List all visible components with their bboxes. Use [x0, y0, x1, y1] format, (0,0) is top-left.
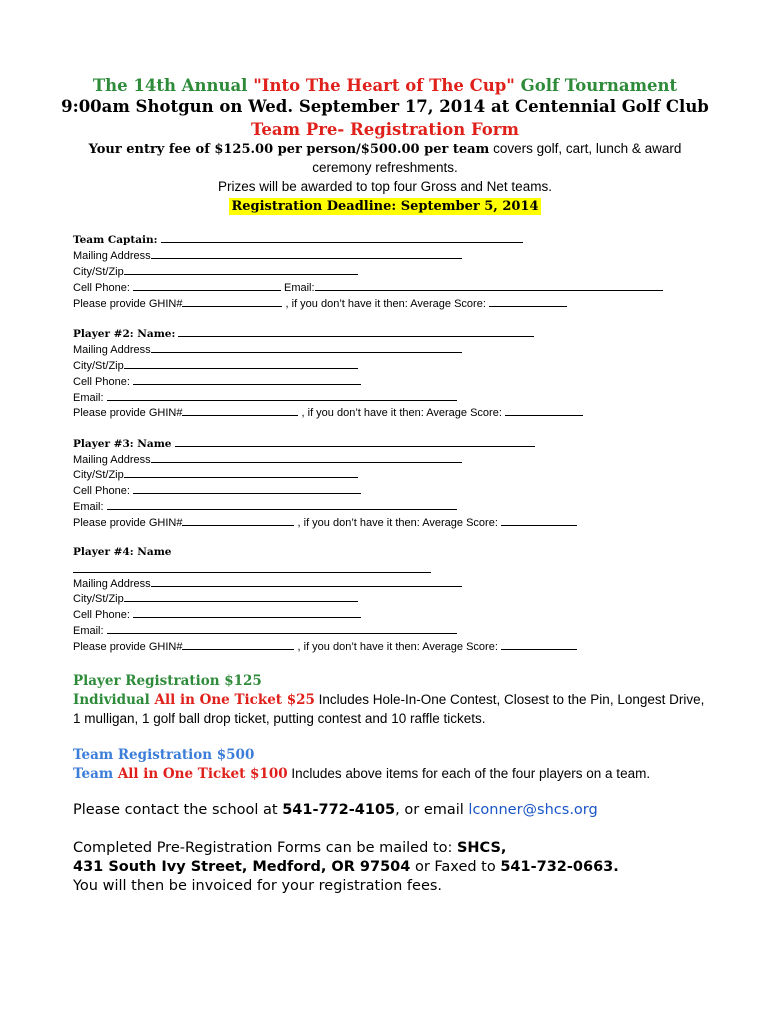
mail-line-1: Completed Pre-Registration Forms can be mailed to: SHCS, [73, 840, 507, 856]
captain-ghin-field[interactable] [182, 296, 282, 307]
ghin-rest: , if you don’t have it then: Average Score: [285, 298, 486, 310]
player2-mailing-row [73, 342, 462, 357]
school-phone: 541-772-4105 [282, 802, 396, 818]
cell-label: Cell Phone: [73, 376, 130, 388]
player4-label: Player #4: Name [73, 546, 172, 558]
captain-mailing-row [73, 248, 462, 263]
ghin-label: Please provide GHIN# [73, 407, 183, 419]
city-label: City/St/Zip [73, 266, 124, 278]
player4-ghin-field[interactable] [182, 639, 294, 650]
player2-name-row [73, 326, 534, 341]
mail-address: 431 South Ivy Street, Medford, OR 97504 [73, 859, 411, 875]
captain-city-row [73, 264, 358, 279]
email-label: Email: [73, 625, 104, 637]
player3-city-field[interactable] [124, 467, 358, 478]
contact-email-link[interactable]: lconner@shcs.org [468, 802, 598, 818]
player3-name-row [73, 436, 535, 451]
player4-ghin-row [73, 639, 577, 654]
individual-ticket-line [73, 691, 704, 709]
cell-label: Cell Phone: [73, 485, 130, 497]
captain-label: Team Captain: [73, 234, 158, 246]
player2-email-field[interactable] [107, 390, 457, 401]
registration-deadline [0, 197, 770, 215]
cell-label: Cell Phone: [73, 609, 130, 621]
city-label: City/St/Zip [73, 593, 124, 605]
title-quote: "Into The Heart of The Cup" [253, 76, 515, 95]
player4-name-row [73, 562, 431, 577]
player2-cell-field[interactable] [133, 374, 361, 385]
cell-label: Cell Phone: [73, 282, 130, 294]
mailing-label: Mailing Address [73, 344, 151, 356]
captain-avg-score-field[interactable] [489, 296, 567, 307]
captain-cell-row [73, 280, 663, 295]
individual-ticket-line-2: 1 mulligan, 1 golf ball drop ticket, putting contest and 10 raffle tickets. [73, 711, 486, 726]
player3-mailing-field[interactable] [151, 452, 462, 463]
contact-line: Please contact the school at 541-772-4105, or email lconner@shcs.org [73, 802, 598, 818]
team-label: Team [73, 766, 118, 782]
individual-ticket-price: All in One Ticket $25 [154, 692, 315, 708]
player4-avg-score-field[interactable] [501, 639, 577, 650]
email-label: Email: [73, 392, 104, 404]
individual-ticket-desc: Includes Hole-In-One Contest, Closest to the Pin, Longest Drive, [314, 692, 705, 707]
tournament-title [0, 76, 770, 95]
captain-name-row [73, 232, 523, 247]
ghin-label: Please provide GHIN# [73, 641, 183, 653]
captain-name-field[interactable] [161, 232, 523, 243]
player4-email-row [73, 623, 457, 638]
prizes-line: Prizes will be awarded to top four Gross and Net teams. [218, 179, 552, 194]
team-ticket-desc: Includes above items for each of the four players on a team. [287, 766, 651, 781]
city-label: City/St/Zip [73, 360, 124, 372]
player3-cell-field[interactable] [133, 483, 361, 494]
entry-fee-rest: covers golf, cart, lunch & award [489, 141, 682, 156]
invoice-note: You will then be invoiced for your registration fees. [73, 878, 443, 894]
player2-city-field[interactable] [124, 358, 358, 369]
mailing-label: Mailing Address [73, 578, 151, 590]
player2-city-row [73, 358, 358, 373]
player4-cell-field[interactable] [133, 607, 361, 618]
player2-name-field[interactable] [178, 326, 534, 337]
player3-ghin-field[interactable] [182, 515, 294, 526]
player2-cell-row [73, 374, 361, 389]
mail-line-2: 431 South Ivy Street, Medford, OR 97504 or Faxed to 541-732-0663. [73, 859, 619, 875]
player2-ghin-field[interactable] [182, 405, 298, 416]
player4-name-field[interactable] [73, 562, 431, 573]
ghin-rest: , if you don’t have it then: Average Score: [297, 641, 498, 653]
player3-cell-row [73, 483, 361, 498]
ghin-rest: , if you don’t have it then: Average Score: [301, 407, 502, 419]
captain-ghin-row [73, 296, 567, 311]
mailing-label: Mailing Address [73, 454, 151, 466]
player4-cell-row [73, 607, 361, 622]
team-ticket-line [73, 765, 650, 783]
captain-cell-field[interactable] [133, 280, 281, 291]
ghin-label: Please provide GHIN# [73, 517, 183, 529]
deadline-highlight: Registration Deadline: September 5, 2014 [231, 199, 539, 214]
player3-name-field[interactable] [175, 436, 535, 447]
player2-avg-score-field[interactable] [505, 405, 583, 416]
tournament-date-line: 9:00am Shotgun on Wed. September 17, 2014 at Centennial Golf Club [61, 97, 709, 116]
fax-number: 541-732-0663. [500, 859, 619, 875]
ghin-label: Please provide GHIN# [73, 298, 183, 310]
player4-mailing-field[interactable] [151, 576, 462, 587]
player3-mailing-row [73, 452, 462, 467]
form-title: Team Pre- Registration Form [251, 120, 519, 139]
player4-email-field[interactable] [107, 623, 457, 634]
mail-recipient: SHCS, [456, 840, 507, 856]
entry-fee-line [0, 141, 770, 157]
title-part-1: The 14th Annual [92, 76, 254, 95]
player2-mailing-field[interactable] [151, 342, 462, 353]
player3-city-row [73, 467, 358, 482]
title-part-2: Golf Tournament [514, 76, 678, 95]
player4-label-row [73, 545, 171, 559]
player-registration-title: Player Registration $125 [73, 673, 262, 689]
player3-label: Player #3: Name [73, 438, 172, 450]
entry-fee-bold: Your entry fee of $125.00 per person/$500.00 per team [88, 142, 490, 157]
player4-city-row [73, 591, 358, 606]
player3-avg-score-field[interactable] [501, 515, 577, 526]
captain-mailing-field[interactable] [151, 248, 462, 259]
player2-label: Player #2: Name: [73, 328, 176, 340]
player3-ghin-row [73, 515, 577, 530]
player3-email-field[interactable] [107, 499, 457, 510]
player2-ghin-row [73, 405, 583, 420]
team-ticket-price: All in One Ticket $100 [117, 766, 288, 782]
ghin-rest: , if you don’t have it then: Average Score: [297, 517, 498, 529]
player2-email-row [73, 390, 457, 405]
city-label: City/St/Zip [73, 469, 124, 481]
player4-mailing-row [73, 576, 462, 591]
entry-fee-line-2: ceremony refreshments. [312, 160, 458, 175]
email-label: Email: [73, 501, 104, 513]
email-label: Email: [284, 282, 315, 294]
mailing-label: Mailing Address [73, 250, 151, 262]
captain-city-field[interactable] [124, 264, 358, 275]
player4-city-field[interactable] [124, 591, 358, 602]
team-registration-title: Team Registration $500 [73, 747, 255, 763]
individual-label: Individual [73, 692, 155, 708]
player3-email-row [73, 499, 457, 514]
captain-email-field[interactable] [315, 280, 663, 291]
